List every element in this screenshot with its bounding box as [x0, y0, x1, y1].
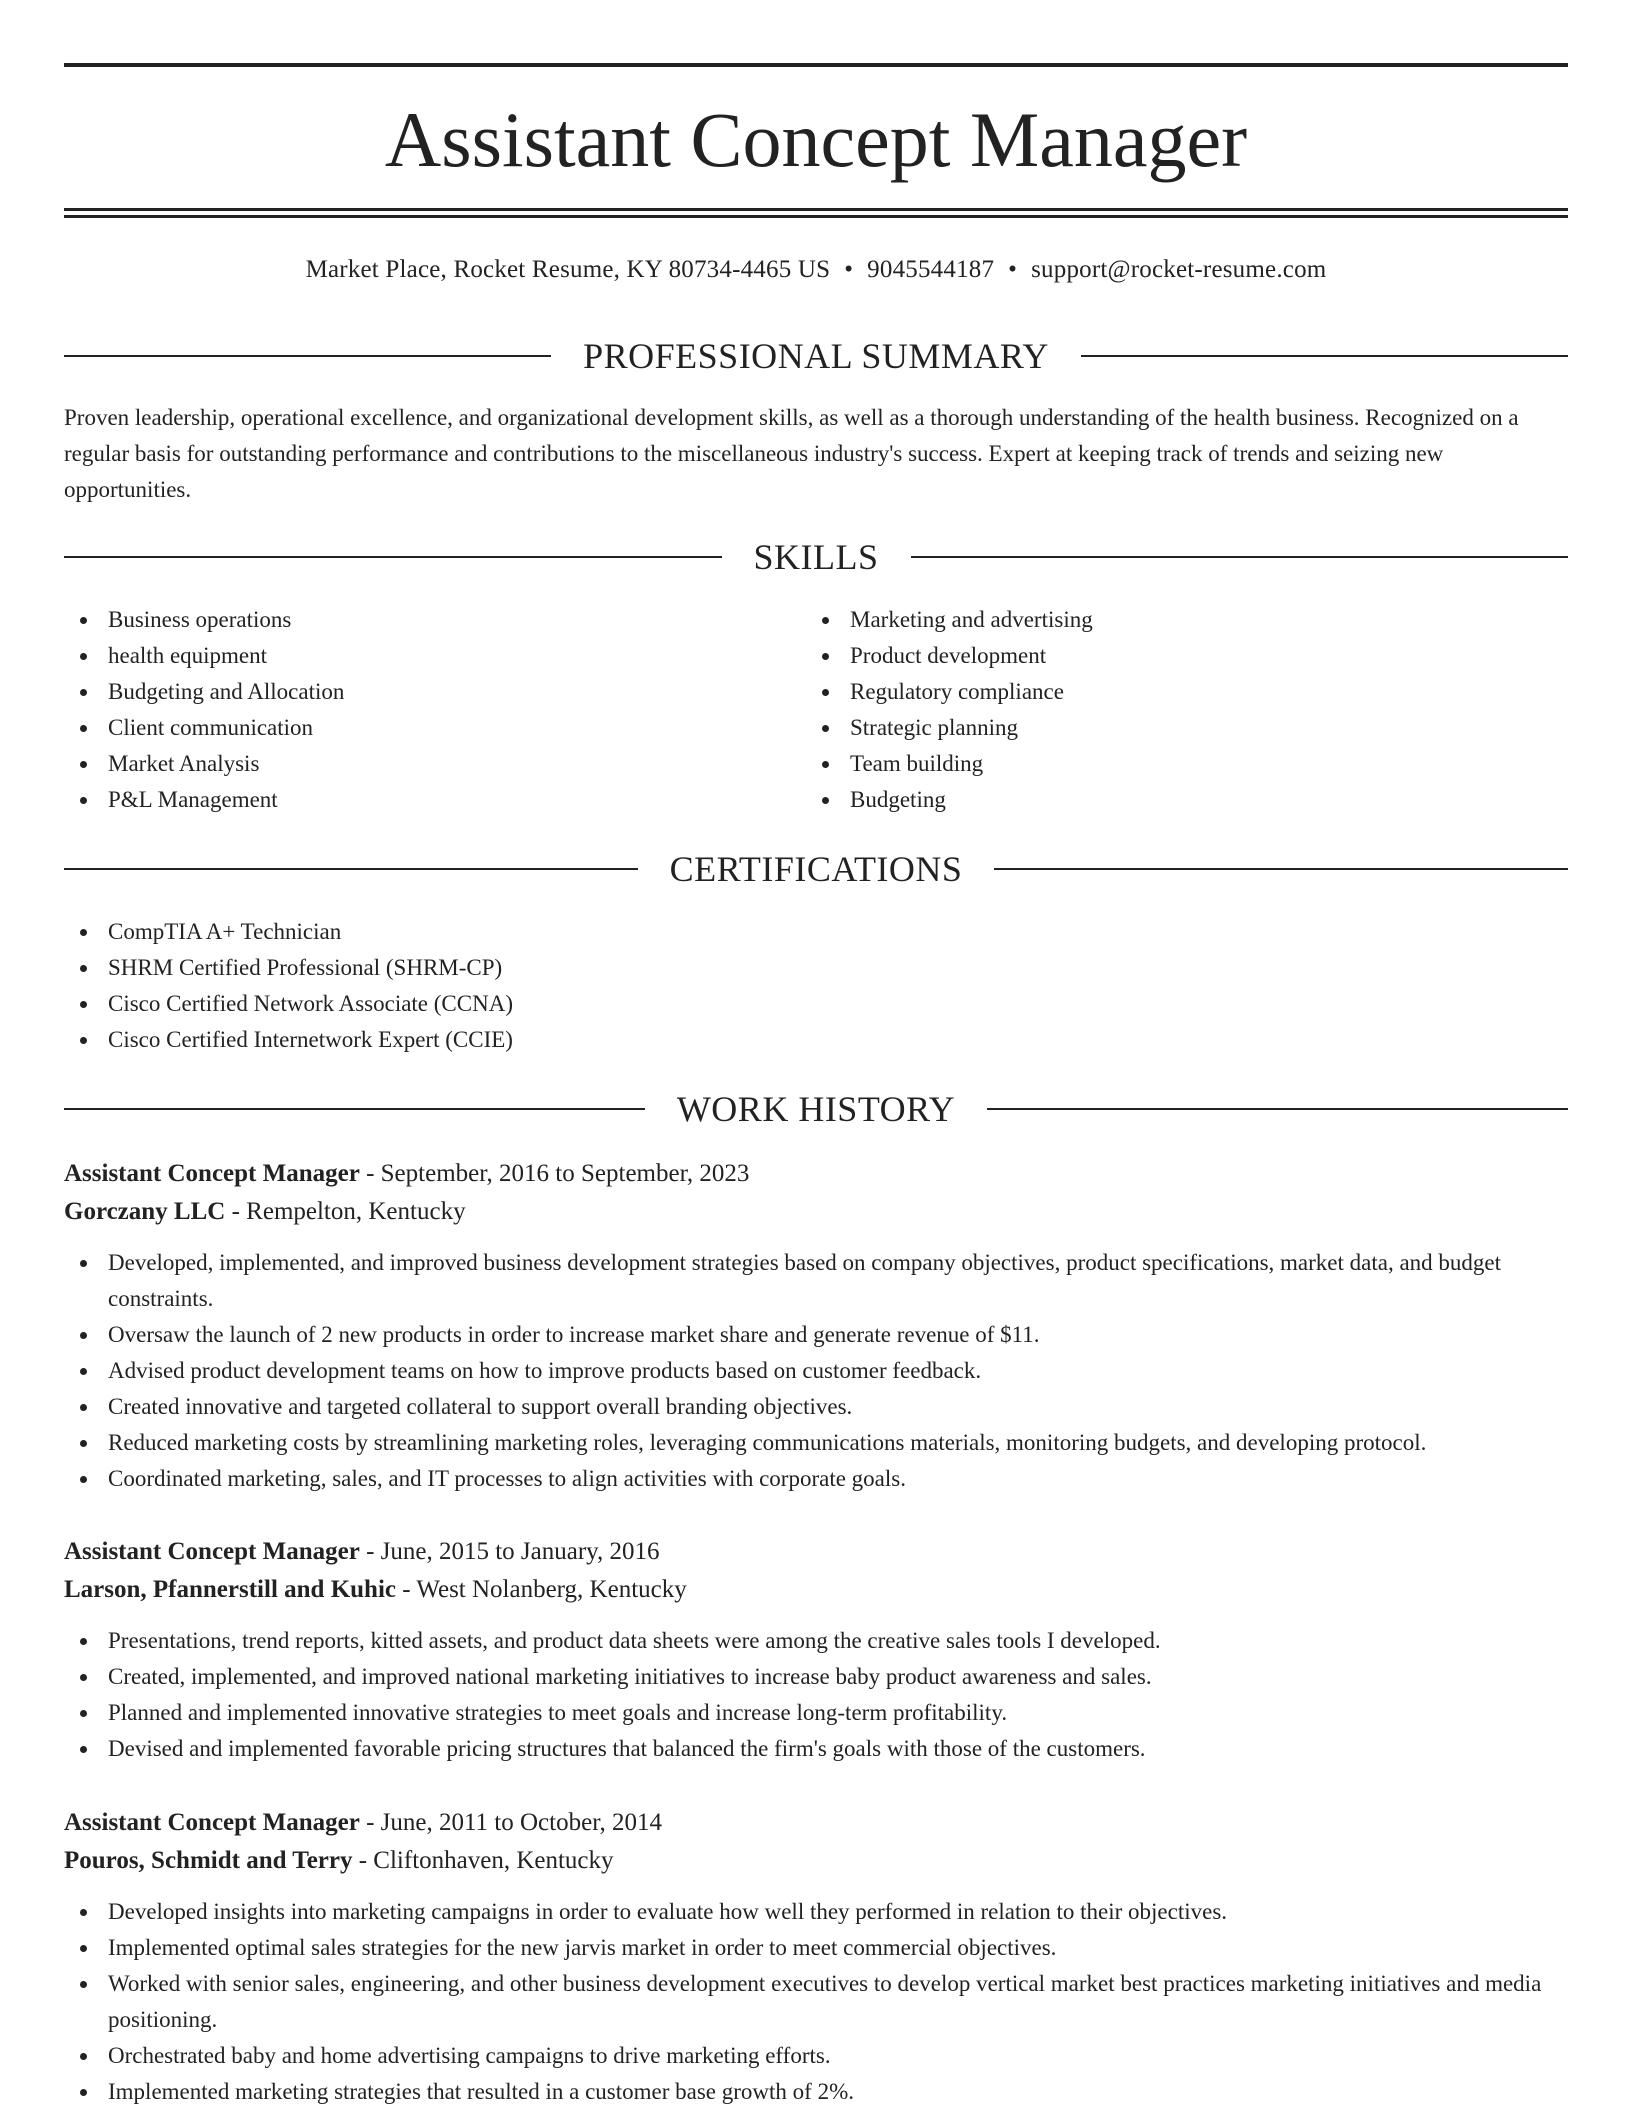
heading-rule: [64, 1108, 645, 1110]
heading-rule: [64, 556, 722, 558]
certification-item: Cisco Certified Internetwork Expert (CCIE): [64, 1022, 1568, 1058]
job-bullet: Oversaw the launch of 2 new products in order to increase market share and generate revenue of $11.: [64, 1317, 1568, 1353]
job-bullet: Developed, implemented, and improved business development strategies based on company objectives, product specifications, market data, and budget constraints.: [64, 1245, 1568, 1317]
job-bullet: Created, implemented, and improved national marketing initiatives to increase baby product awareness and sales.: [64, 1659, 1568, 1695]
section-heading-skills: [64, 535, 1568, 579]
job-entry: [64, 1533, 1568, 1767]
top-rule: [64, 63, 1568, 67]
job-bullet: Coordinated marketing, sales, and IT processes to align activities with corporate goals.: [64, 1461, 1568, 1497]
certification-item: SHRM Certified Professional (SHRM-CP): [64, 950, 1568, 986]
certification-item: Cisco Certified Network Associate (CCNA): [64, 986, 1568, 1022]
contact-separator: •: [1008, 256, 1018, 283]
job-bullet: Devised and implemented favorable pricing structures that balanced the firm's goals with those of the customers.: [64, 1731, 1568, 1767]
job-company: Pouros, Schmidt and Terry: [64, 1847, 353, 1874]
job-bullets: [64, 1623, 1568, 1767]
contact-address: Market Place, Rocket Resume, KY 80734-4465 US: [305, 256, 831, 283]
section-heading-certifications: [64, 847, 1568, 891]
job-entry: [64, 1155, 1568, 1497]
job-dates: - June, 2015 to January, 2016: [359, 1538, 660, 1565]
job-bullet: Worked with senior sales, engineering, and other business development executives to develop vertical market best practices marketing initiatives and media positioning.: [64, 1966, 1568, 2038]
job-location: - West Nolanberg, Kentucky: [396, 1576, 687, 1603]
job-title: Assistant Concept Manager: [64, 1160, 360, 1187]
skill-item: health equipment: [64, 638, 764, 674]
skill-item: Client communication: [64, 710, 764, 746]
contact-line: [64, 252, 1568, 288]
certifications-list: [64, 914, 1568, 1058]
job-company: Gorczany LLC: [64, 1198, 226, 1225]
heading-rule: [64, 355, 551, 357]
job-company-line: [64, 1193, 1568, 1231]
heading-rule: [64, 868, 638, 870]
job-company-line: [64, 1571, 1568, 1609]
skill-item: Strategic planning: [806, 710, 1506, 746]
skill-item: Team building: [806, 746, 1506, 782]
skill-item: Product development: [806, 638, 1506, 674]
contact-phone: 9045544187: [867, 256, 995, 283]
skill-item: Regulatory compliance: [806, 674, 1506, 710]
skill-item: Business operations: [64, 602, 764, 638]
title-rule-lower: [64, 215, 1568, 218]
job-bullets: [64, 1894, 1568, 2110]
job-entry: [64, 1804, 1568, 2110]
section-heading-summary: [64, 334, 1568, 378]
job-title-line: [64, 1155, 1568, 1193]
section-heading-work-history: [64, 1087, 1568, 1131]
heading-rule: [987, 1108, 1568, 1110]
contact-separator: •: [844, 256, 854, 283]
job-bullet: Created innovative and targeted collateral to support overall branding objectives.: [64, 1389, 1568, 1425]
job-bullet: Developed insights into marketing campaigns in order to evaluate how well they performed in relation to their objectives.: [64, 1894, 1568, 1930]
job-bullet: Implemented optimal sales strategies for the new jarvis market in order to meet commercial objectives.: [64, 1930, 1568, 1966]
job-dates: - June, 2011 to October, 2014: [359, 1809, 663, 1836]
job-bullet: Advised product development teams on how to improve products based on customer feedback.: [64, 1353, 1568, 1389]
skills-list-right: [806, 602, 1506, 818]
job-bullet: Presentations, trend reports, kitted assets, and product data sheets were among the creative sales tools I developed.: [64, 1623, 1568, 1659]
job-location: - Rempelton, Kentucky: [225, 1198, 466, 1225]
summary-text: Proven leadership, operational excellence, and organizational development skills, as well as a thorough understanding of the health business. Recognized on a regular basis for outstanding performance and contributions to the miscellaneous industry's success. Expert at keeping track of trends and seizing new opportunities.: [64, 405, 1519, 502]
job-company-line: [64, 1842, 1568, 1880]
section-title: CERTIFICATIONS: [669, 849, 963, 889]
job-title-line: [64, 1533, 1568, 1571]
job-title-line: [64, 1804, 1568, 1842]
skill-item: Budgeting: [806, 782, 1506, 818]
skill-item: Budgeting and Allocation: [64, 674, 764, 710]
certification-item: CompTIA A+ Technician: [64, 914, 1568, 950]
skills-list-left: [64, 602, 764, 818]
job-title: Assistant Concept Manager: [64, 1809, 360, 1836]
job-company: Larson, Pfannerstill and Kuhic: [64, 1576, 396, 1603]
skill-item: Market Analysis: [64, 746, 764, 782]
job-bullet: Implemented marketing strategies that resulted in a customer base growth of 2%.: [64, 2074, 1568, 2110]
contact-email: support@rocket-resume.com: [1031, 256, 1327, 283]
section-title: WORK HISTORY: [676, 1089, 956, 1129]
heading-rule: [911, 556, 1569, 558]
skill-item: P&L Management: [64, 782, 764, 818]
job-bullets: [64, 1245, 1568, 1497]
job-title: Assistant Concept Manager: [64, 1538, 360, 1565]
heading-rule: [1081, 355, 1568, 357]
job-bullet: Reduced marketing costs by streamlining marketing roles, leveraging communications materials, monitoring budgets, and developing protocol.: [64, 1425, 1568, 1461]
job-bullet: Orchestrated baby and home advertising campaigns to drive marketing efforts.: [64, 2038, 1568, 2074]
section-title: PROFESSIONAL SUMMARY: [583, 336, 1049, 376]
section-title: SKILLS: [753, 537, 879, 577]
title-rule-upper: [64, 208, 1568, 211]
resume-title: Assistant Concept Manager: [384, 96, 1248, 183]
job-location: - Cliftonhaven, Kentucky: [352, 1847, 614, 1874]
job-bullet: Planned and implemented innovative strategies to meet goals and increase long-term profitability.: [64, 1695, 1568, 1731]
job-dates: - September, 2016 to September, 2023: [359, 1160, 750, 1187]
skill-item: Marketing and advertising: [806, 602, 1506, 638]
heading-rule: [994, 868, 1568, 870]
